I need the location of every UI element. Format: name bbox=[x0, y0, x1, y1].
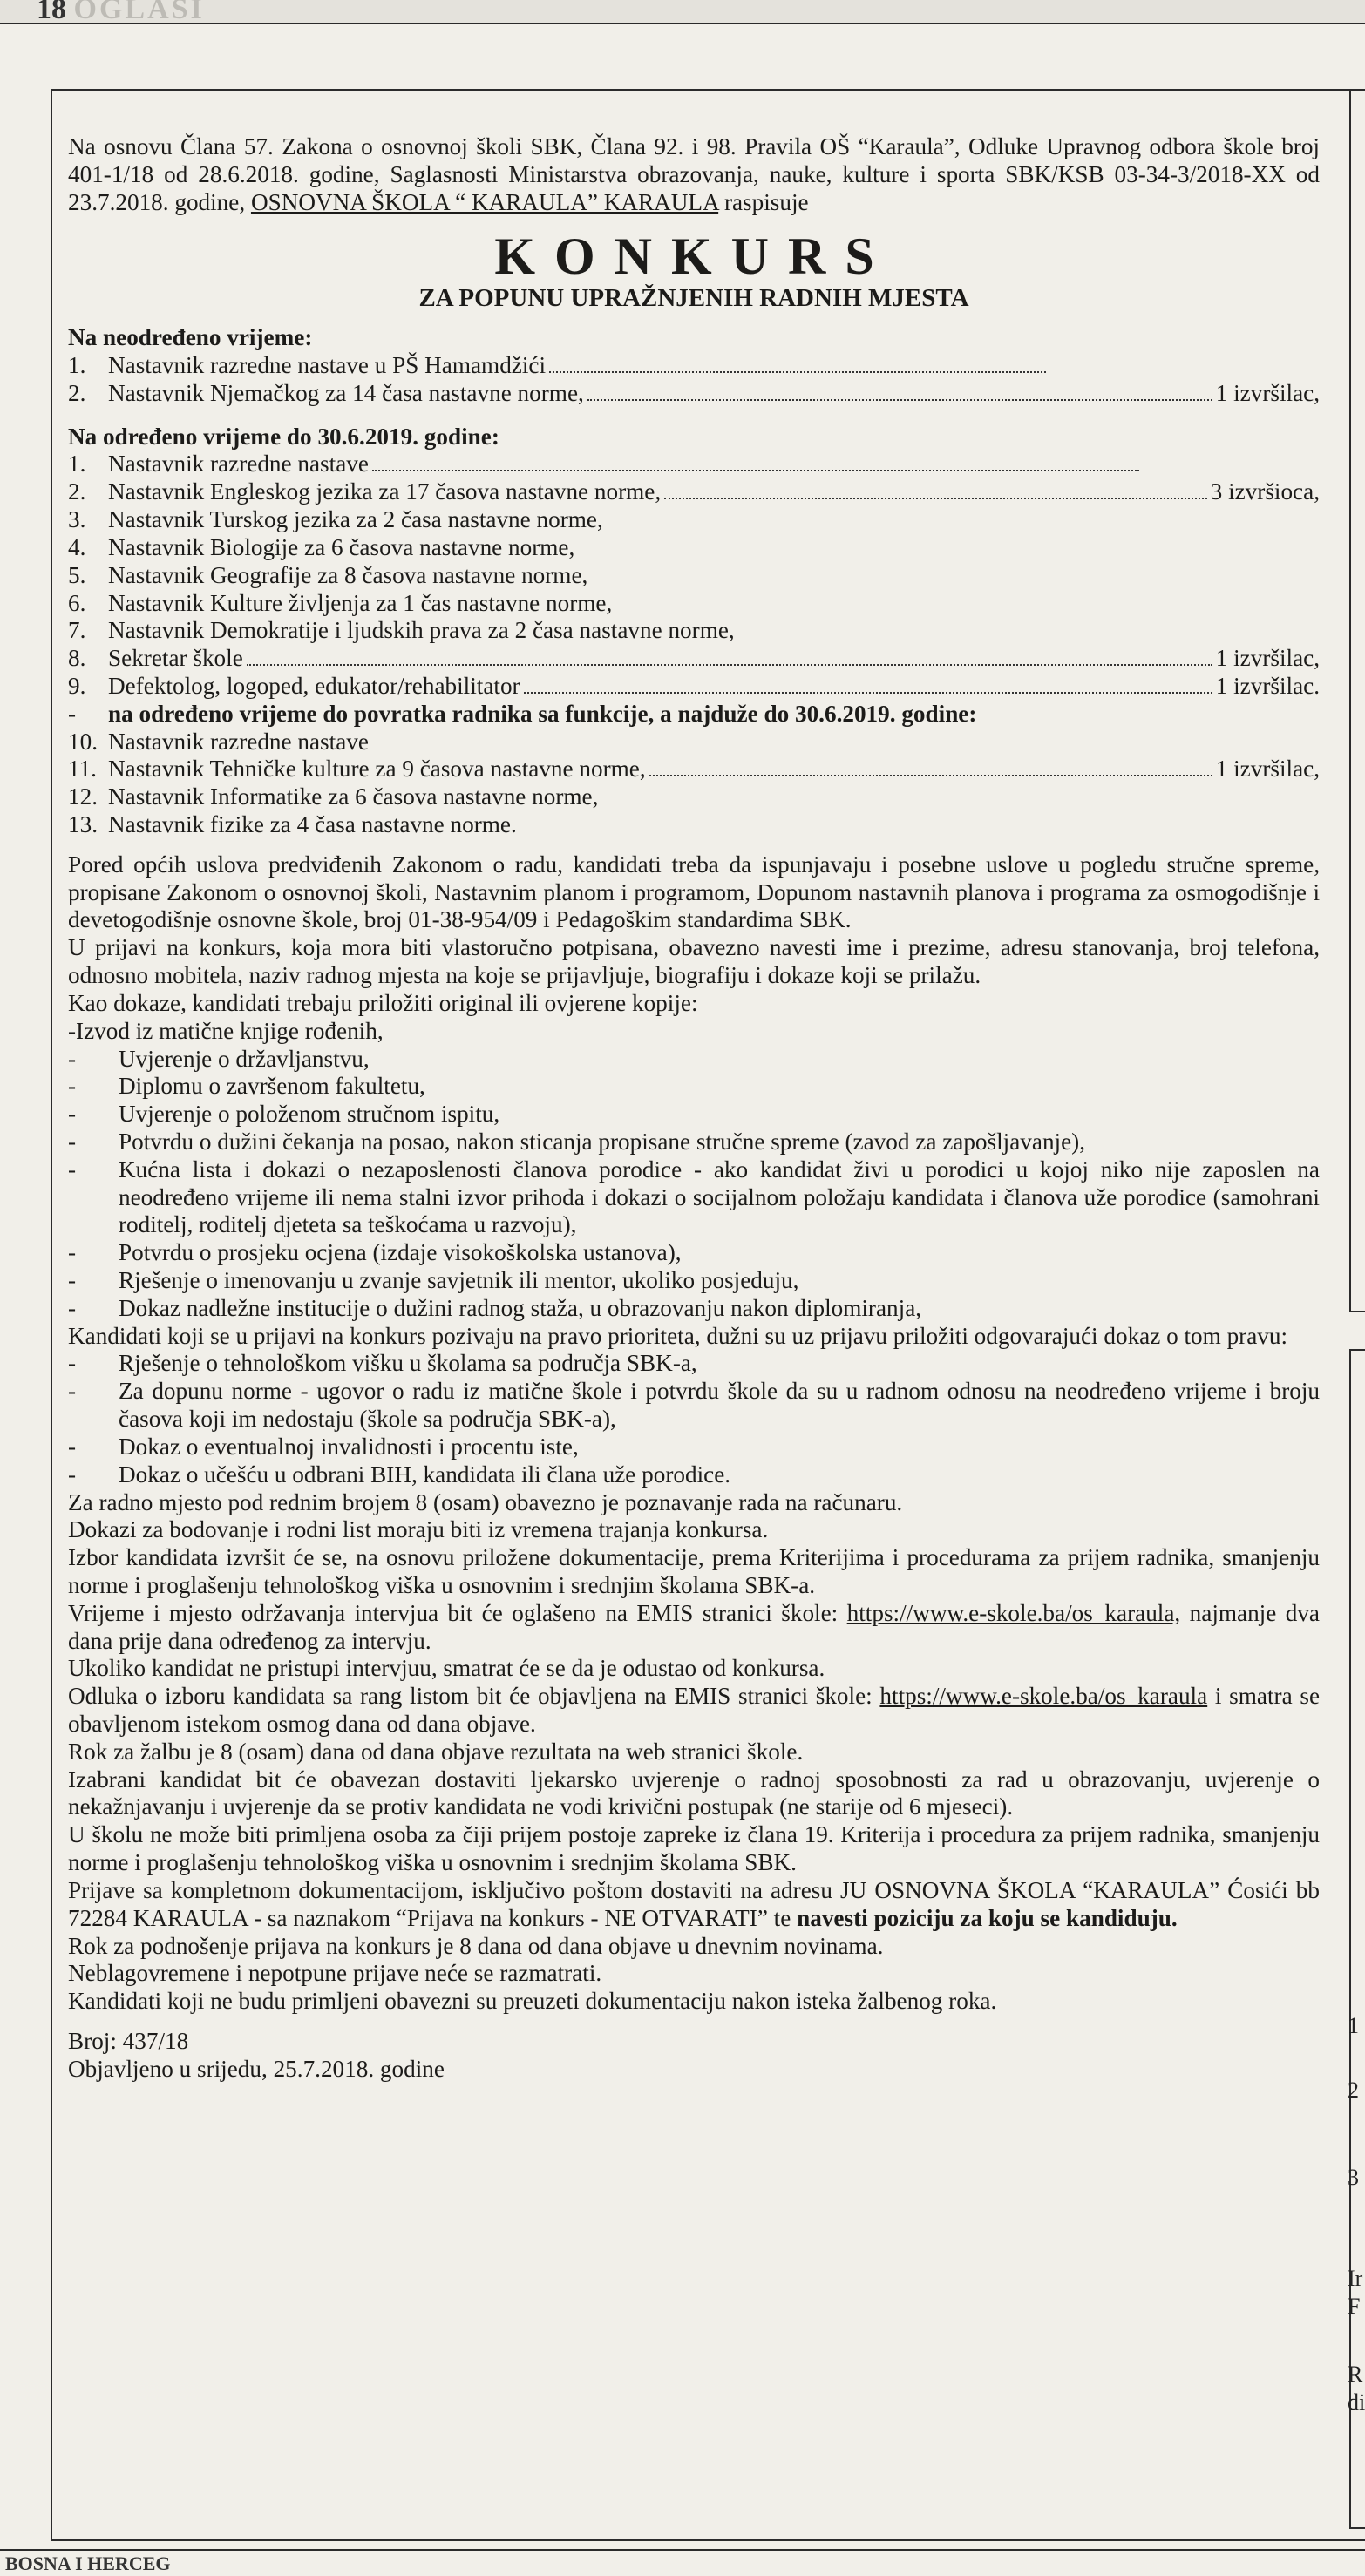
position-row: 11. Nastavnik Tehničke kulture za 9 časova nastavne norme, 1 izvršilac, bbox=[68, 756, 1320, 783]
section-permanent bbox=[68, 324, 1320, 407]
section-fixed-term bbox=[68, 424, 1320, 701]
priority-intro: Kandidati koji se u prijavi na konkurs pozivaju na pravo prioriteta, dužni su uz prijavu priložiti odgovarajući dokaz o tom pravu: bbox=[68, 1322, 1288, 1349]
position-row: 3. Nastavnik Turskog jezika za 2 časa nastavne norme, bbox=[68, 506, 603, 533]
adjacent-ad-box-2 bbox=[1349, 1349, 1365, 2529]
school-emis-link[interactable]: https://www.e-skole.ba/os_karaula bbox=[879, 1683, 1208, 1710]
ad-title: KONKURS bbox=[494, 227, 893, 286]
list-item: - Uvjerenje o položenom stručnom ispitu, bbox=[68, 1101, 500, 1128]
list-item: - Rješenje o tehnološkom višku u školama sa područja SBK-a, bbox=[68, 1350, 697, 1377]
position-row: 4. Nastavnik Biologije za 6 časova nastavne norme, bbox=[68, 533, 575, 560]
list-item: - Kućna lista i dokazi o nezaposlenosti članova porodice - ako kandidat živi u porodici u kojoj niko nije zaposlen na neodređeno vrijeme ili nema stalni izvor prihoda i dokazi o socijalnom položaju kandidata i članova uže porodice (samohrani roditelj, roditelj djeteta sa teškoćama u razvoju), bbox=[68, 1156, 1320, 1238]
position-row: 13. Nastavnik fizike za 4 časa nastavne norme. bbox=[68, 811, 517, 838]
document-return: Kandidati koji ne budu primljeni obavezni su preuzeti dokumentaciju nakon isteka žalbenog roka. bbox=[68, 1988, 997, 2015]
list-item: - Dokaz o učešću u odbrani BIH, kandidata ili člana uže porodice. bbox=[68, 1461, 731, 1488]
appeal-deadline: Rok za žalbu je 8 (osam) dana od dana objave rezultata na web stranici škole. bbox=[68, 1738, 804, 1765]
section-until-return bbox=[68, 701, 1320, 839]
position-row: 6. Nastavnik Kulture življenja za 1 čas nastavne norme, bbox=[68, 589, 613, 616]
intro-paragraph: Na osnovu Člana 57. Zakona o osnovnoj školi SBK, Člana 92. i 98. Pravila OŠ “Karaula”, Odluke Upravnog odbora škole broj 401-1/18 od 28.6.2018. godine, Saglasnosti Ministarstva obrazovanja, nauke, kulture i sporta SBK/KSB 03-34-3/2018-XX od 23.7.2018. godine, OSNOVNA ŠKOLA “ KARAULA” KARAULA raspisuje bbox=[68, 133, 1320, 216]
publication-date: Objavljeno u srijedu, 25.7.2018. godine bbox=[68, 2055, 445, 2082]
position-row: 9. Defektolog, logoped, edukator/rehabilitator 1 izvršilac. bbox=[68, 672, 1320, 699]
section-heading: Na neodređeno vrijeme: bbox=[68, 324, 313, 351]
application-contents: U prijavi na konkurs, koja mora biti vlastoručno potpisana, obavezno navesti ime i prezime, adresu stanovanja, broj telefona, odnosno mobitela, naziv radnog mjesta na koje se prijavljuje, biografiju i dokaze koji se prilažu. bbox=[68, 934, 1320, 989]
birth-certificate-item: -Izvod iz matične knjige rođenih, bbox=[68, 1017, 384, 1044]
absence-notice: Ukoliko kandidat ne pristupi intervjuu, smatrat će se da je odustao od konkursa. bbox=[68, 1655, 825, 1682]
list-item: - Uvjerenje o državljanstvu, bbox=[68, 1045, 370, 1072]
position-row: 12. Nastavnik Informatike za 6 časova nastavne norme, bbox=[68, 783, 599, 810]
section-heading: Na određeno vrijeme do 30.6.2019. godine: bbox=[68, 423, 499, 450]
position-row: 8. Sekretar škole 1 izvršilac, bbox=[68, 645, 1320, 672]
late-applications: Neblagovremene i nepotpune prijave neće se razmatrati. bbox=[68, 1960, 602, 1987]
list-item: - Diplomu o završenom fakultetu, bbox=[68, 1073, 425, 1100]
general-conditions: Pored općih uslova predviđenih Zakonom o radu, kandidati treba da ispunjavaju i posebne uslove u pogledu stručne spreme, propisane Zakonom o osnovnoj školi, Nastavnim planom i programom, Dopunom nastavnih planova i programa za osmogodišnje i devetogodišnje osnovne škole, broj 01-38-954/09 i Pedagoškim standardima SBK. bbox=[68, 851, 1320, 933]
computer-requirement: Za radno mjesto pod rednim brojem 8 (osam) obavezno je poznavanje rada na računaru. bbox=[68, 1488, 903, 1515]
school-emis-link[interactable]: https://www.e-skole.ba/os_karaula, bbox=[846, 1599, 1181, 1626]
submission-instructions: Prijave sa kompletnom dokumentacijom, isključivo poštom dostaviti na adresu JU OSNOVNA ŠKOLA “KARAULA” Ćosići bb 72284 KARAULA - sa naznakom “Prijava na konkurs - NE OTVARATI” te navesti poziciju za koju se kandiduju. bbox=[68, 1876, 1320, 1931]
section-heading: - na određeno vrijeme do povratka radnika sa funkcije, a najduže do 30.6.2019. godine: bbox=[68, 700, 977, 727]
list-item: - Dokaz nadležne institucije o dužini radnog staža, u obrazovanju nakon diplomiranja, bbox=[68, 1294, 922, 1321]
position-row: 10. Nastavnik razredne nastave bbox=[68, 728, 369, 755]
documents-list bbox=[68, 1046, 1320, 1323]
selection-procedure: Izbor kandidata izvršit će se, na osnovu priložene dokumentacije, prema Kriterijima i procedurama za prijem radnika, smanjenju norme i proglašenju tehnološkog viška u osnovnim i srednjim školama SBK-a. bbox=[68, 1544, 1320, 1598]
position-row: 2. Nastavnik Njemačkog za 14 časa nastavne norme, 1 izvršilac, bbox=[68, 379, 1320, 406]
list-item: - Potvrdu o prosjeku ocjena (izdaje visokoškolska ustanova), bbox=[68, 1239, 682, 1266]
submission-deadline: Rok za podnošenje prijava na konkurs je 8 dana od dana objave u dnevnim novinama. bbox=[68, 1932, 884, 1959]
hiring-restriction: U školu ne može biti primljena osoba za čiji prijem postoje zapreke iz člana 19. Kriterija i procedura za prijem radnika, smanjenju norme i proglašenju tehnološkog viška u osnovnim i srednjim školama SBK. bbox=[68, 1821, 1320, 1876]
decision-notice: Odluka o izboru kandidata sa rang listom bit će objavljena na EMIS stranici škole: https://www.e-skole.ba/os_karaula i smatra se obavljenom istekom osmog dana od dana objave. bbox=[68, 1683, 1321, 1738]
position-row: 2. Nastavnik Engleskog jezika za 17 časova nastavne norme, 3 izvršioca, bbox=[68, 478, 1320, 505]
ad-subtitle: ZA POPUNU UPRAŽNJENIH RADNIH MJESTA bbox=[418, 284, 969, 313]
page-header bbox=[0, 0, 1365, 24]
interview-notice: Vrijeme i mjesto održavanja intervjua bit će oglašeno na EMIS stranici škole: https://www.e-skole.ba/os_karaula, najmanje dva dana prije dana određenog za intervju. bbox=[68, 1599, 1320, 1654]
list-item: - Potvrdu o dužini čekanja na posao, nakon sticanja propisane stručne spreme (zavod za zapošljavanje), bbox=[68, 1128, 1086, 1155]
list-item: - Za dopunu norme - ugovor o radu iz matične škole i potvrdu škole da su u radnom odnosu na neodređeno vrijeme i broju časova koji im nedostaju (škole sa područja SBK-a), bbox=[68, 1378, 1320, 1433]
page-footer bbox=[0, 2549, 1365, 2576]
documents-intro: Kao dokaze, kandidati trebaju priložiti original ili ovjerene kopije: bbox=[68, 989, 698, 1016]
position-row: 1. Nastavnik razredne nastave bbox=[68, 451, 1320, 478]
adjacent-ad-box-1 bbox=[1349, 89, 1365, 1312]
position-row: 1. Nastavnik razredne nastave u PŠ Hamamdžići bbox=[68, 352, 1320, 380]
position-row: 5. Nastavnik Geografije za 8 časova nastavne norme, bbox=[68, 561, 588, 588]
school-name: OSNOVNA ŠKOLA “ KARAULA” KARAULA bbox=[250, 189, 719, 216]
reference-number: Broj: 437/18 bbox=[68, 2027, 189, 2054]
proofs-validity: Dokazi za bodovanje i rodni list moraju biti iz vremena trajanja konkursa. bbox=[68, 1516, 769, 1543]
newspaper-name: OGLASI bbox=[73, 0, 205, 25]
page-number: 18 bbox=[37, 0, 66, 25]
job-ad bbox=[68, 132, 1320, 2084]
list-item: - Rješenje o imenovanju u zvanje savjetnik ili mentor, ukoliko posjeduju, bbox=[68, 1267, 799, 1294]
position-row: 7. Nastavnik Demokratije i ljudskih prava za 2 časa nastavne norme, bbox=[68, 617, 735, 644]
list-item: - Dokaz o eventualnoj invalidnosti i procentu iste, bbox=[68, 1433, 579, 1460]
priority-list bbox=[68, 1350, 1320, 1488]
medical-certificate: Izabrani kandidat bit će obavezan dostaviti ljekarsko uvjerenje o radnoj sposobnosti za rad u obrazovanju, uvjerenje o nekažnjavanju i uvjerenje da se protiv kandidata ne vodi krivični postupak (ne starije od 6 mjeseci). bbox=[68, 1766, 1320, 1820]
footer-text: BOSNA I HERCEG bbox=[5, 2552, 171, 2574]
